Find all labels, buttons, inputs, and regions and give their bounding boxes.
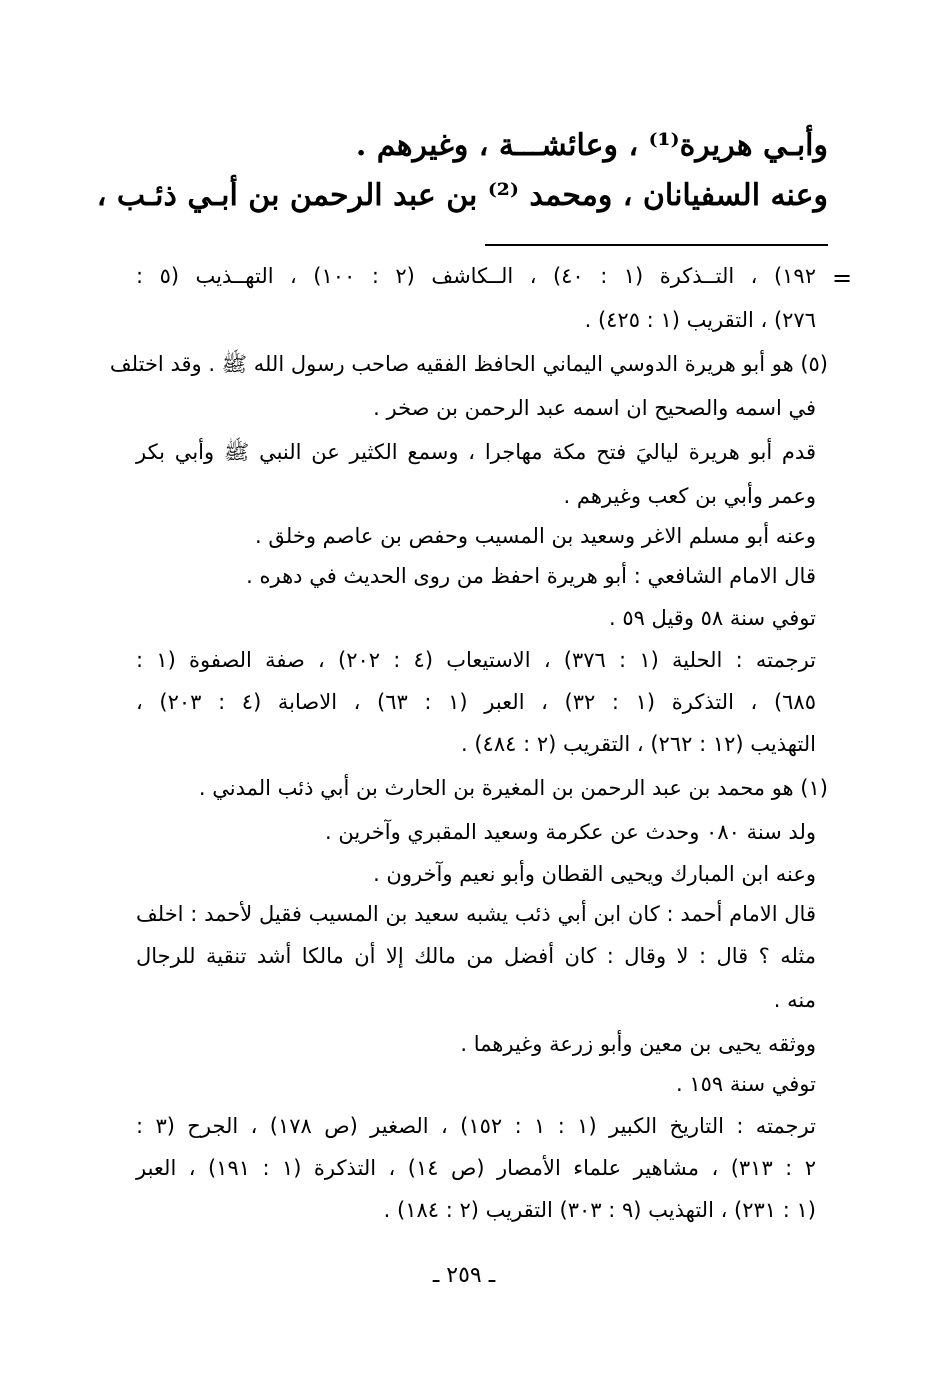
main-text-line-2: وعنه السفيانان ، ومحمد ⁽²⁾ بن عبد الرحمن بن أبـي ذئـب ، bbox=[96, 178, 828, 213]
main-text-line-1: وأبـي هريرة⁽¹⁾ ، وعائشـــة ، وغيرهم . bbox=[355, 128, 828, 163]
footnote-line: وعنه أبو مسلم الاغر وسعيد بن المسيب وحفص بن عاصم وخلق . bbox=[255, 524, 816, 548]
footnote-line: قدم أبو هريرة لياليَ فتح مكة مهاجرا ، وسمع الكثير عن النبي ﷺ وأبي بكر bbox=[136, 440, 816, 464]
footnote-line: وعنه ابن المبارك ويحيى القطان وأبو نعيم وآخرون . bbox=[373, 862, 816, 886]
page-number: ـ ٢٥٩ ـ bbox=[432, 1263, 496, 1288]
footnote-line: قال الامام الشافعي : أبو هريرة احفظ من روى الحديث في دهره . bbox=[246, 564, 816, 588]
footnote-line: ووثقه يحيى بن معين وأبو زرعة وغيرهما . bbox=[460, 1032, 816, 1056]
footnote-line: قال الامام أحمد : كان ابن أبي ذئب يشبه سعيد بن المسيب فقيل لأحمد : اخلف bbox=[136, 902, 816, 926]
footnote-line: ولد سنة ٠٨٠ وحدث عن عكرمة وسعيد المقبري وآخرين . bbox=[325, 820, 816, 844]
footnote-separator bbox=[485, 244, 828, 246]
footnote-line: توفي سنة ١٥٩ . bbox=[676, 1072, 816, 1096]
footnote-1-start: (١) هو محمد بن عبد الرحمن بن المغيرة بن الحارث بن أبي ذئب المدني . bbox=[198, 776, 828, 800]
footnote-line: (١ : ٢٣١) ، التهذيب (٩ : ٣٠٣) التقريب (٢ : ١٨٤) . bbox=[383, 1198, 816, 1222]
footnote-5-start: (٥) هو أبو هريرة الدوسي اليماني الحافظ الفقيه صاحب رسول الله ﷺ . وقد اختلف bbox=[109, 352, 828, 376]
footnote-line: ٢ : ٣١٣) ، مشاهير علماء الأمصار (ص ١٤) ، التذكرة (١ : ١٩١) ، العبر bbox=[136, 1156, 816, 1180]
footnote-line: منه . bbox=[773, 988, 816, 1012]
footnote-line: ٢٧٦) ، التقريب (١ : ٤٢٥) . bbox=[584, 308, 816, 332]
footnote-line: ترجمته : الحلية (١ : ٣٧٦) ، الاستيعاب (٤ : ٢٠٢) ، صفة الصفوة (١ : bbox=[136, 648, 816, 672]
footnote-line: التهذيب (١٢ : ٢٦٢) ، التقريب (٢ : ٤٨٤) . bbox=[461, 732, 816, 756]
footnote-line: في اسمه والصحيح ان اسمه عبد الرحمن بن صخر . bbox=[373, 396, 816, 420]
footnote-line: وعمر وأبي بن كعب وغيرهم . bbox=[563, 484, 816, 508]
footnote-line: مثله ؟ قال : لا وقال : كان أفضل من مالك إلا أن مالكا أشد تنقية للرجال bbox=[136, 944, 816, 968]
footnote-line: ترجمته : التاريخ الكبير (١ : ١ : ١٥٢) ، الصغير (ص ١٧٨) ، الجرح (٣ : bbox=[136, 1114, 816, 1138]
footnote-line: ٦٨٥) ، التذكرة (١ : ٣٢) ، العبر (١ : ٦٣) ، الاصابة (٤ : ٢٠٣) ، bbox=[136, 690, 816, 714]
continuation-mark: = bbox=[832, 264, 853, 292]
footnote-line: توفي سنة ٥٨ وقيل ٥٩ . bbox=[608, 606, 816, 630]
footnote-line: ١٩٢) ، التــذكرة (١ : ٤٠) ، الــكاشف (٢ : ١٠٠) ، التهــذيب (٥ : bbox=[136, 264, 816, 288]
